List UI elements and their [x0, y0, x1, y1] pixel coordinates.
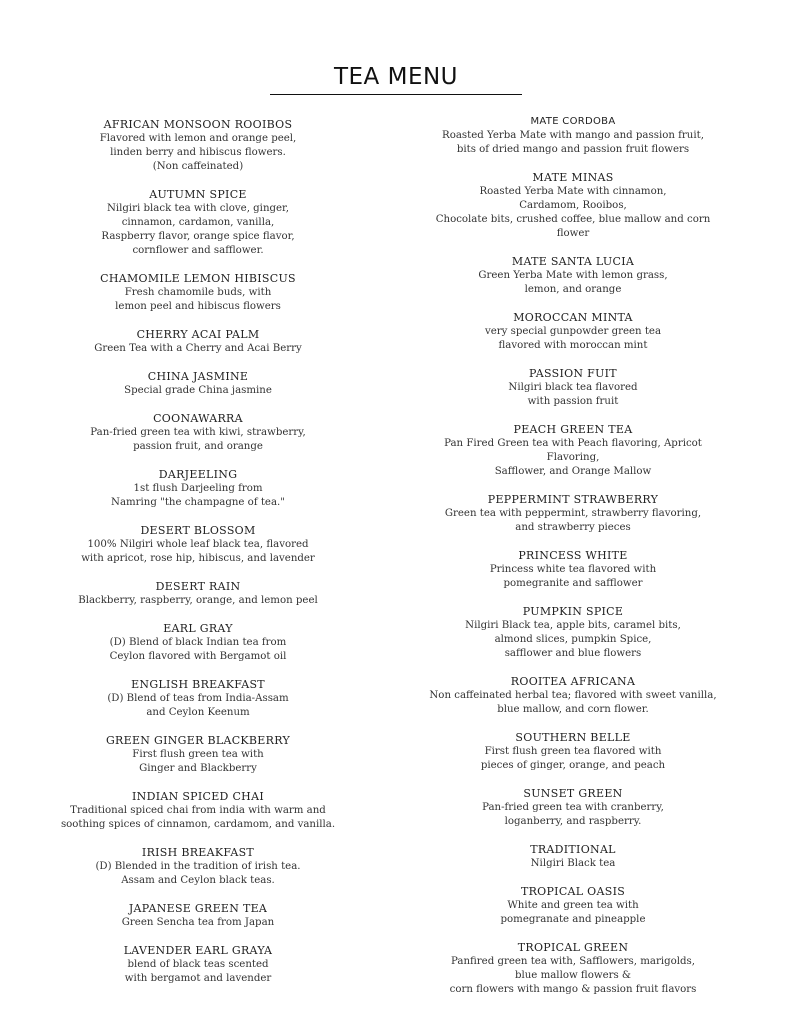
- menu-item-description: White and green tea with pomegranate and pineapple: [500, 900, 646, 925]
- menu-item-description: Nilgiri Black tea: [530, 858, 616, 869]
- menu-item-description: Nilgiri black tea flavored with passion fruit: [508, 382, 638, 407]
- menu-item: [48, 944, 348, 986]
- menu-item-name: PASSION FUIT: [529, 367, 617, 380]
- menu-item: [418, 423, 728, 479]
- menu-item-name: TRADITIONAL: [530, 843, 616, 856]
- menu-item-name: MATE MINAS: [532, 171, 614, 184]
- menu-item: [48, 188, 348, 258]
- menu-item-description: Roasted Yerba Mate with cinnamon, Cardamom, Rooibos, Chocolate bits, crushed coffee, blue mallow and corn flower: [435, 186, 711, 239]
- menu-item: [48, 622, 348, 664]
- menu-item-name: PEPPERMINT STRAWBERRY: [487, 493, 659, 506]
- page-title: TEA MENU: [333, 64, 459, 90]
- menu-item: [48, 272, 348, 314]
- menu-item-description: (D) Blended in the tradition of irish tea. Assam and Ceylon black teas.: [95, 861, 301, 886]
- menu-item-name: PRINCESS WHITE: [518, 549, 628, 562]
- menu-item: [418, 843, 728, 871]
- menu-item: [48, 370, 348, 398]
- menu-item: [48, 118, 348, 174]
- menu-item-description: Special grade China jasmine: [124, 385, 272, 396]
- menu-item: [48, 790, 348, 832]
- menu-item-name: MATE CORDOBA: [530, 116, 616, 127]
- menu-item-name: AUTUMN SPICE: [149, 188, 247, 201]
- menu-item: [48, 328, 348, 356]
- right-menu-column: [418, 115, 728, 1011]
- menu-item-name: AFRICAN MONSOON ROOIBOS: [103, 118, 293, 131]
- menu-item-name: CHERRY ACAI PALM: [136, 328, 260, 341]
- menu-item-name: PEACH GREEN TEA: [513, 423, 633, 436]
- menu-item: [418, 171, 728, 241]
- menu-item-description: Pan-fried green tea with cranberry, loganberry, and raspberry.: [482, 802, 664, 827]
- menu-item-description: Green tea with peppermint, strawberry flavoring, and strawberry pieces: [444, 508, 702, 533]
- menu-item-name: MATE SANTA LUCIA: [511, 255, 635, 268]
- menu-item: [418, 675, 728, 717]
- menu-item: [418, 493, 728, 535]
- menu-item-description: 1st flush Darjeeling from Namring "the champagne of tea.": [111, 483, 285, 508]
- menu-item-description: Green Sencha tea from Japan: [121, 917, 275, 928]
- menu-item-description: Traditional spiced chai from india with warm and soothing spices of cinnamon, cardamom, and vanilla.: [60, 805, 336, 830]
- menu-item: [48, 734, 348, 776]
- menu-item-name: SUNSET GREEN: [523, 787, 623, 800]
- menu-item-name: MOROCCAN MINTA: [513, 311, 633, 324]
- menu-item: [418, 311, 728, 353]
- menu-item-name: JAPANESE GREEN TEA: [128, 902, 268, 915]
- menu-item-description: Green Yerba Mate with lemon grass, lemon, and orange: [478, 270, 668, 295]
- menu-item: [48, 524, 348, 566]
- menu-item-name: SOUTHERN BELLE: [515, 731, 631, 744]
- menu-item: [418, 941, 728, 997]
- menu-item-name: LAVENDER EARL GRAYA: [123, 944, 273, 957]
- title-underline: [270, 94, 522, 95]
- menu-item: [418, 115, 728, 157]
- menu-item-description: 100% Nilgiri whole leaf black tea, flavored with apricot, rose hip, hibiscus, and lavender: [81, 539, 315, 564]
- menu-item: [418, 549, 728, 591]
- menu-item-name: CHAMOMILE LEMON HIBISCUS: [100, 272, 296, 285]
- menu-item: [418, 787, 728, 829]
- menu-item: [48, 902, 348, 930]
- menu-item-name: TROPICAL GREEN: [517, 941, 629, 954]
- menu-item-description: Flavored with lemon and orange peel, linden berry and hibiscus flowers. (Non caffeinated): [99, 133, 297, 172]
- menu-item: [48, 468, 348, 510]
- menu-item: [48, 846, 348, 888]
- menu-item-description: Blackberry, raspberry, orange, and lemon peel: [78, 595, 318, 606]
- menu-item: [418, 255, 728, 297]
- menu-item-description: First flush green tea flavored with pieces of ginger, orange, and peach: [480, 746, 666, 771]
- menu-item-name: IRISH BREAKFAST: [141, 846, 255, 859]
- menu-item: [418, 885, 728, 927]
- menu-item-description: Fresh chamomile buds, with lemon peel and hibiscus flowers: [115, 287, 281, 312]
- menu-item-description: Princess white tea flavored with pomegranite and safflower: [489, 564, 657, 589]
- menu-item: [48, 412, 348, 454]
- menu-item-name: TROPICAL OASIS: [520, 885, 626, 898]
- menu-item-description: Nilgiri Black tea, apple bits, caramel bits, almond slices, pumpkin Spice, safflower and blue flowers: [465, 620, 681, 659]
- menu-item-description: Nilgiri black tea with clove, ginger, cinnamon, cardamon, vanilla, Raspberry flavor, orange spice flavor, cornflower and safflower.: [101, 203, 295, 256]
- menu-item: [418, 367, 728, 409]
- menu-item-description: Pan-fried green tea with kiwi, strawberry, passion fruit, and orange: [90, 427, 306, 452]
- left-menu-column: [48, 118, 348, 1000]
- menu-item-name: CHINA JASMINE: [147, 370, 249, 383]
- menu-item-name: ENGLISH BREAKFAST: [131, 678, 265, 691]
- menu-item-description: Green Tea with a Cherry and Acai Berry: [94, 343, 302, 354]
- menu-item: [418, 731, 728, 773]
- menu-item-description: Panfired green tea with, Safflowers, marigolds, blue mallow flowers & corn flowers with mango & passion fruit flavors: [449, 956, 697, 995]
- menu-item-description: (D) Blend of teas from India-Assam and Ceylon Keenum: [107, 693, 289, 718]
- menu-item-name: DESERT RAIN: [155, 580, 241, 593]
- menu-item-description: First flush green tea with Ginger and Blackberry: [132, 749, 264, 774]
- menu-item: [418, 605, 728, 661]
- menu-item-name: DESERT BLOSSOM: [140, 524, 256, 537]
- menu-item-name: ROOITEA AFRICANA: [510, 675, 636, 688]
- menu-item-name: EARL GRAY: [163, 622, 233, 635]
- menu-item-description: very special gunpowder green tea flavored with moroccan mint: [484, 326, 662, 351]
- menu-item: [48, 678, 348, 720]
- menu-item-description: Pan Fired Green tea with Peach flavoring, Apricot Flavoring, Safflower, and Orange Mallow: [444, 438, 702, 477]
- menu-item: [48, 580, 348, 608]
- menu-item-name: COONAWARRA: [153, 412, 243, 425]
- menu-item-name: PUMPKIN SPICE: [522, 605, 624, 618]
- menu-item-description: blend of black teas scented with bergamot and lavender: [124, 959, 272, 984]
- menu-item-name: DARJEELING: [158, 468, 238, 481]
- menu-item-name: INDIAN SPICED CHAI: [132, 790, 264, 803]
- menu-item-description: (D) Blend of black Indian tea from Ceylon flavored with Bergamot oil: [109, 637, 287, 662]
- menu-item-description: Roasted Yerba Mate with mango and passion fruit, bits of dried mango and passion fruit flowers: [442, 130, 704, 155]
- menu-item-description: Non caffeinated herbal tea; flavored with sweet vanilla, blue mallow, and corn flower.: [429, 690, 717, 715]
- menu-item-name: GREEN GINGER BLACKBERRY: [105, 734, 291, 747]
